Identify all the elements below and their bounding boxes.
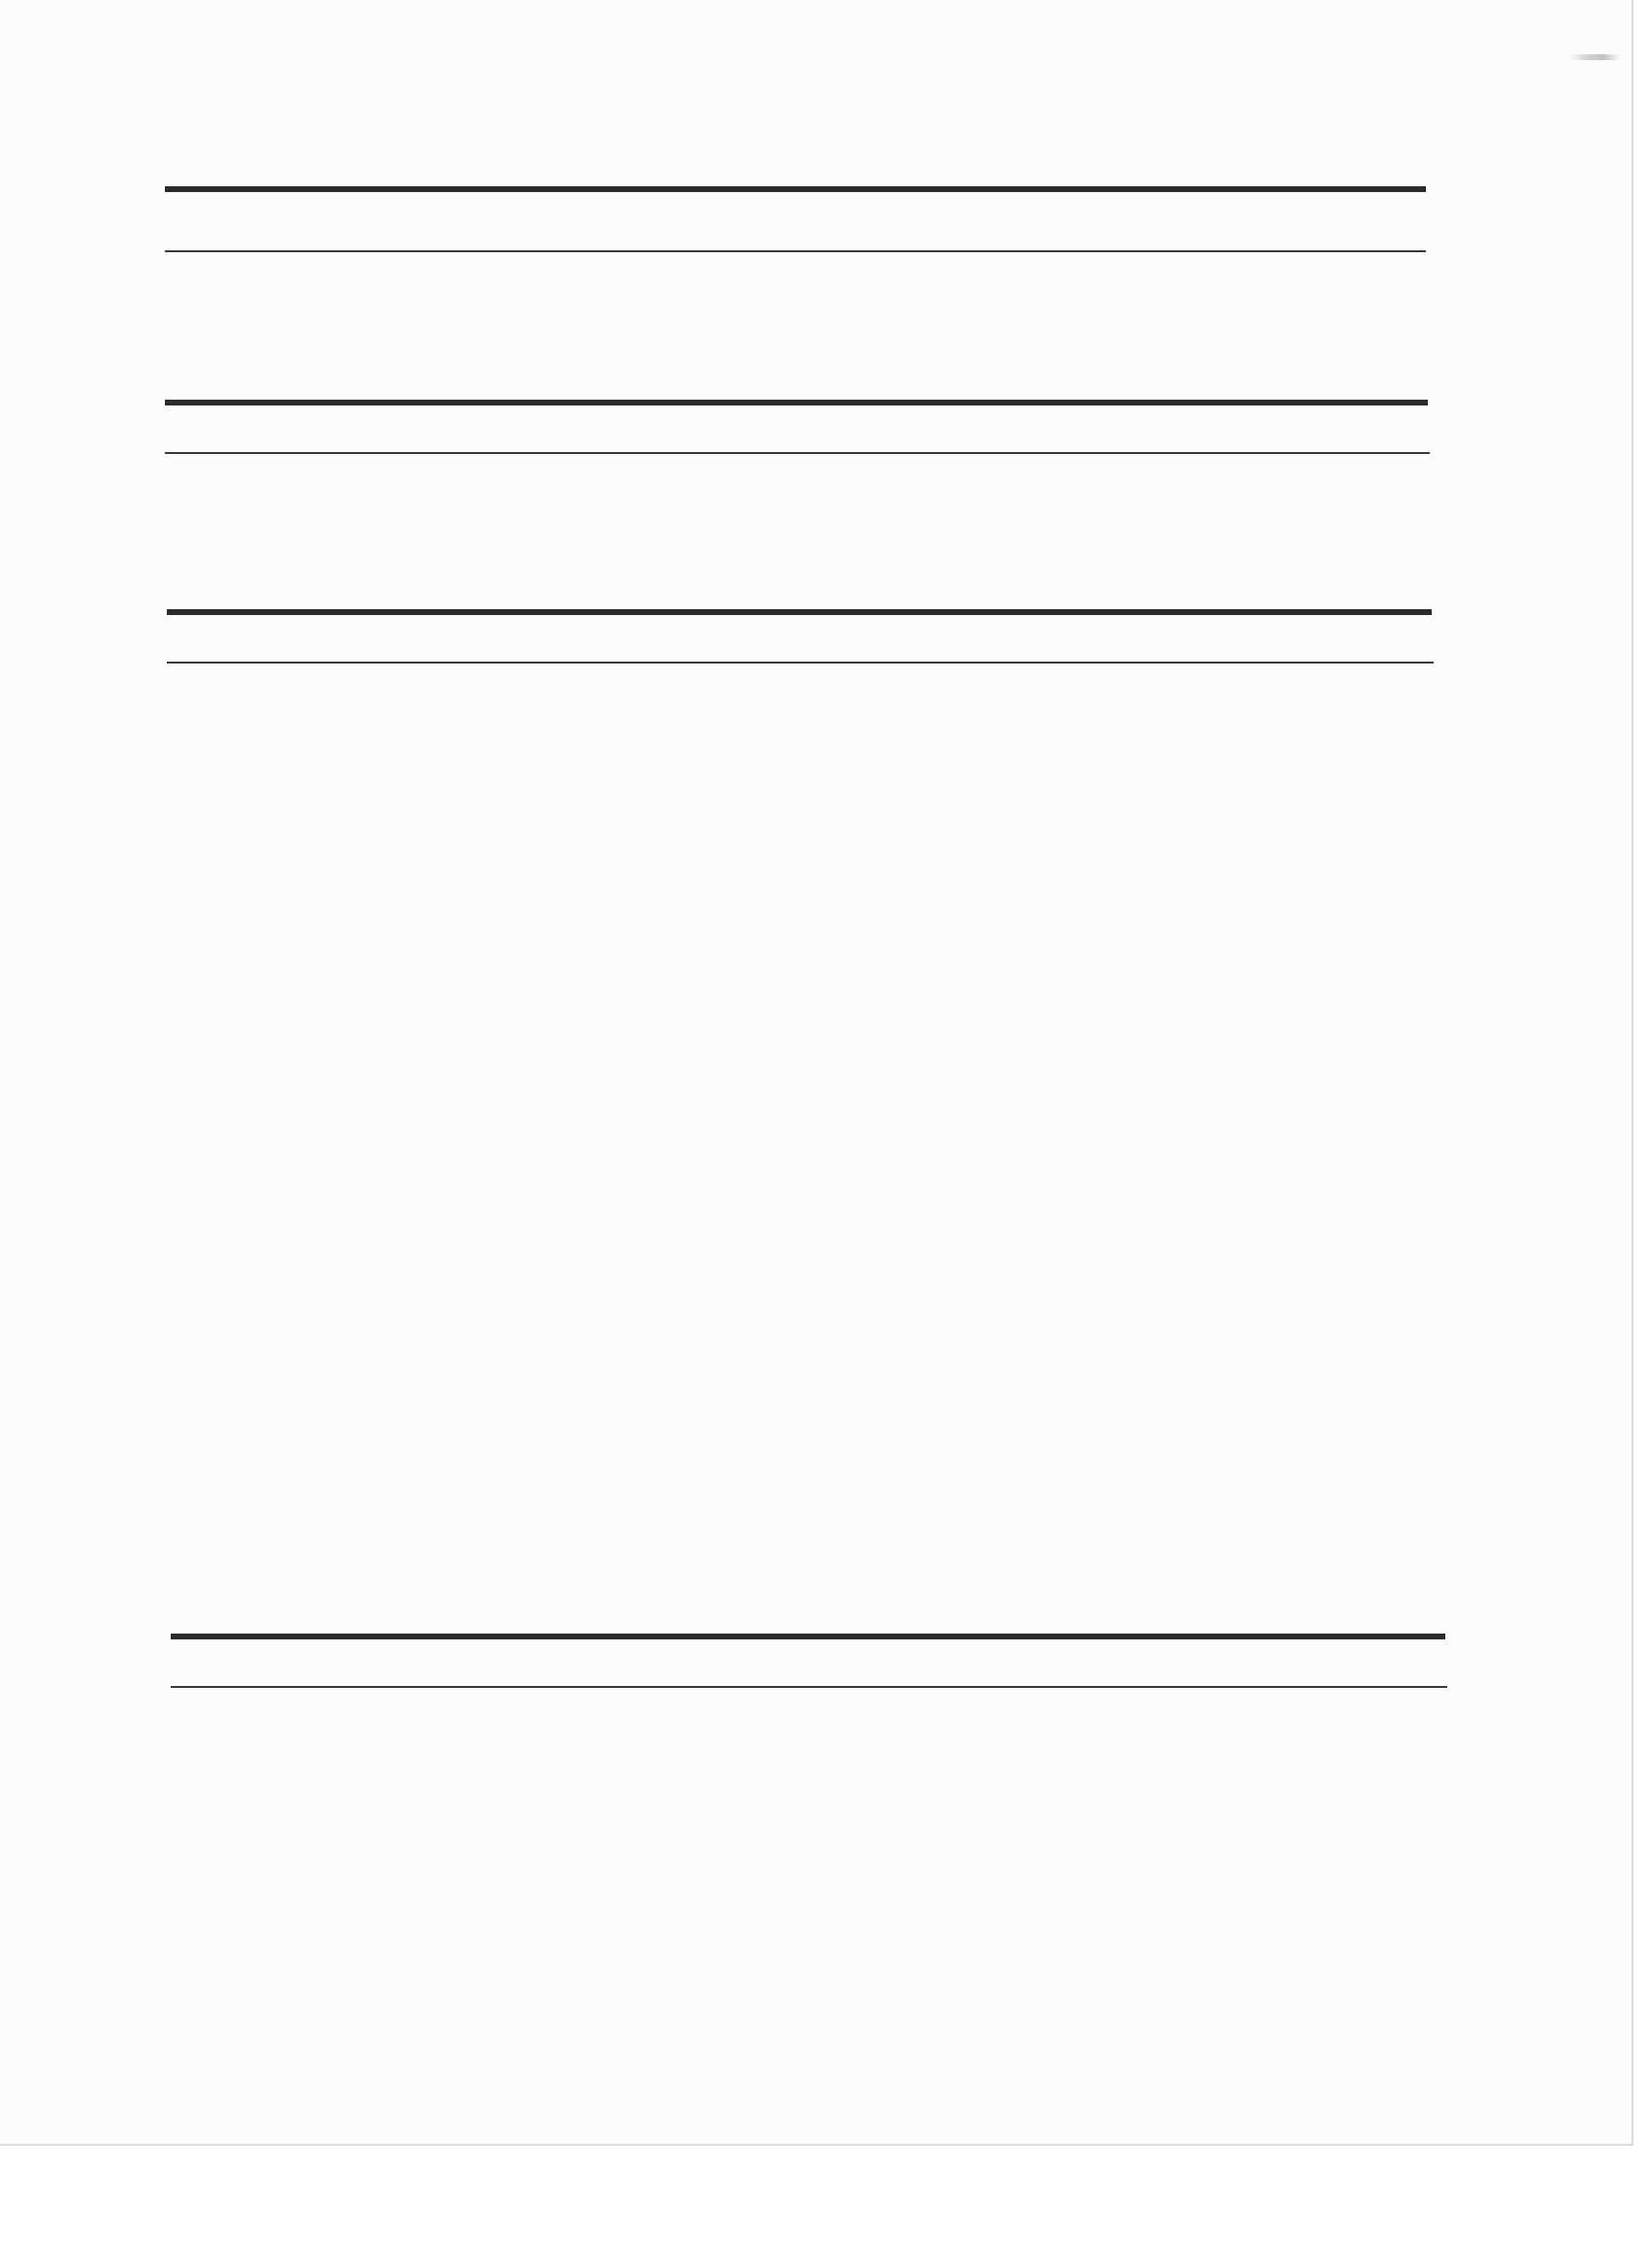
row-rule (165, 250, 1426, 252)
section-rule (167, 609, 1432, 615)
section-rule (171, 1634, 1445, 1639)
section-rule (165, 186, 1426, 192)
row-rule (165, 452, 1430, 454)
row-rule (167, 662, 1434, 664)
scan-artifact (1569, 54, 1620, 60)
row-rule (171, 1686, 1447, 1688)
section-rule (165, 400, 1428, 405)
